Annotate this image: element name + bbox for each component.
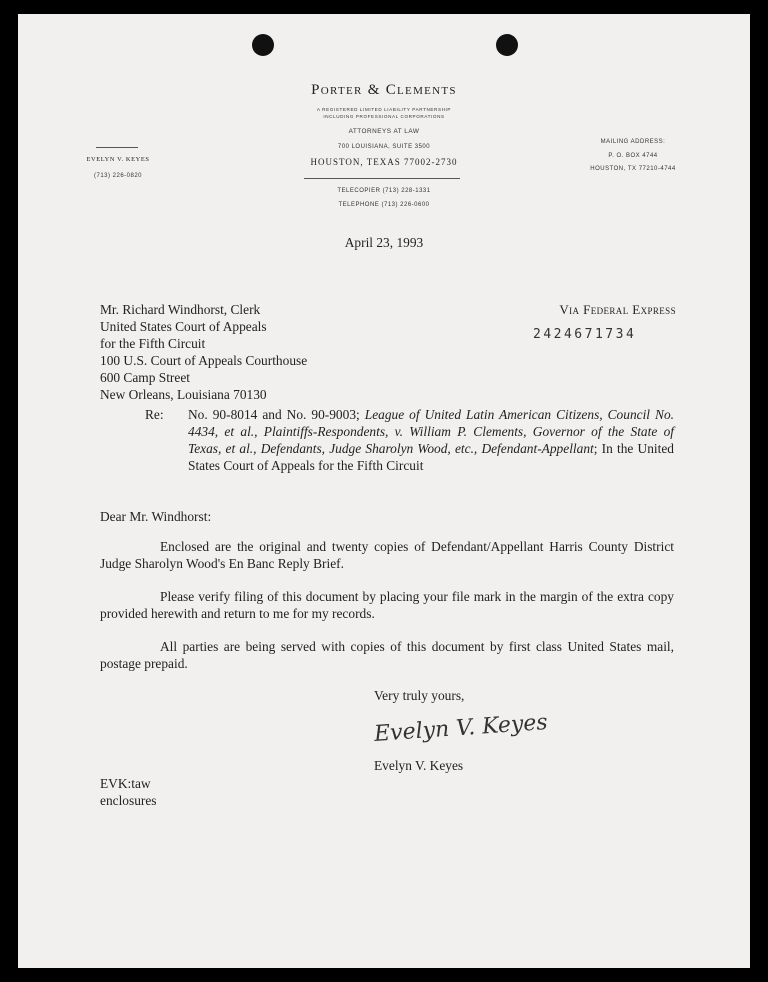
telecopier: TELECOPIER (713) 228-1331 <box>337 188 431 194</box>
firm-descriptor-1: A REGISTERED LIMITED LIABILITY PARTNERSHIP <box>316 107 452 112</box>
punch-hole-right <box>496 34 518 56</box>
attorneys-at-law: ATTORNEYS AT LAW <box>348 128 420 135</box>
body-paragraph-1: Enclosed are the original and twenty copies of Defendant/Appellant Harris County District Judge Sharolyn Wood's En Banc Reply Brief. <box>100 539 674 571</box>
recipient-line: for the Fifth Circuit <box>100 336 206 351</box>
enclosures-note: enclosures <box>100 793 157 808</box>
letter-date: April 23, 1993 <box>344 235 424 250</box>
attorney-phone: (713) 226-0820 <box>93 173 143 179</box>
mailing-box: P. O. BOX 4744 <box>608 153 658 159</box>
re-subject <box>188 406 674 474</box>
recipient-line: New Orleans, Louisiana 70130 <box>100 387 267 402</box>
valediction: Very truly yours, <box>374 688 465 703</box>
attorney-name: EVELYN V. KEYES <box>86 156 150 163</box>
letter-page <box>18 14 750 968</box>
body-paragraph-3: All parties are being served with copies of this document by first class United States mail, postage prepaid. <box>100 639 674 671</box>
re-case-numbers: No. 90-8014 and No. 90-9003; <box>188 407 365 422</box>
recipient-line: 100 U.S. Court of Appeals Courthouse <box>100 353 308 368</box>
tracking-number: 2424671734 <box>533 327 637 342</box>
mailing-city: HOUSTON, TX 77210-4744 <box>590 166 676 172</box>
left-divider <box>96 147 138 148</box>
letterhead-divider <box>304 178 460 179</box>
firm-descriptor-2: INCLUDING PROFESSIONAL CORPORATIONS <box>323 114 445 119</box>
handwritten-signature: Evelyn V. Keyes <box>373 709 549 748</box>
re-label: Re: <box>145 407 164 422</box>
re-court: ; In the United States Court of Appeals for the Fifth Circuit <box>188 441 674 473</box>
firm-name: Porter & Clements <box>311 82 457 98</box>
salutation: Dear Mr. Windhorst: <box>100 509 212 524</box>
mailing-label: MAILING ADDRESS: <box>600 139 666 145</box>
firm-city: HOUSTON, TEXAS 77002-2730 <box>310 157 458 167</box>
recipient-line: United States Court of Appeals <box>100 319 267 334</box>
recipient-address <box>100 301 307 403</box>
recipient-line: Mr. Richard Windhorst, Clerk <box>100 302 261 317</box>
typist-initials: EVK:taw <box>100 776 151 791</box>
telephone: TELEPHONE (713) 226-0600 <box>338 202 430 208</box>
delivery-method: Via Federal Express <box>559 302 676 317</box>
recipient-line: 600 Camp Street <box>100 370 191 385</box>
punch-hole-left <box>252 34 274 56</box>
body-paragraph-2: Please verify filing of this document by placing your file mark in the margin of the extra copy provided herewith and return to me for my records. <box>100 589 674 621</box>
signer-name: Evelyn V. Keyes <box>374 758 464 773</box>
re-case-title: League of United Latin American Citizens, Council No. 4434, et al., Plaintiffs-Respondents, v. William P. Clements, Governor of the State of Texas, et al., Defendants, Judge Sharolyn Wood, etc., Defendant-Appellant <box>188 407 675 456</box>
firm-street: 700 LOUISIANA, SUITE 3500 <box>337 144 431 150</box>
